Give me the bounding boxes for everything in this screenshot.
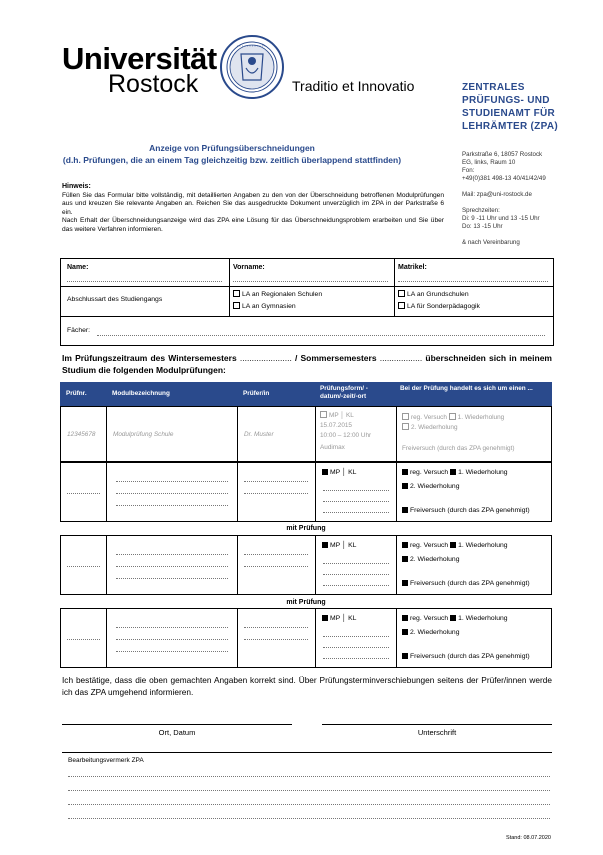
period-statement: Im Prüfungszeitraum des Wintersemesters ...................... / Sommersemesters .................. überschneiden sich in meinem Studium die folgenden Modulprüfungen: <box>62 353 552 375</box>
ort-field[interactable] <box>323 658 389 659</box>
table-header <box>60 382 552 406</box>
checkbox-icon <box>233 302 240 309</box>
example-pruefer: Dr. Muster <box>244 431 274 438</box>
version-date: Stand: 08.07.2020 <box>506 835 551 841</box>
example-pruefnr: 12345678 <box>67 431 96 438</box>
example-modul: Modulprüfung Schule <box>113 431 174 438</box>
table-row-example <box>60 406 552 462</box>
la-sonder-checkbox[interactable]: LA für Sonderpädagogik <box>398 302 480 310</box>
versuch-checkbox[interactable]: reg. Versuch 1. Wiederholung <box>402 542 508 549</box>
mp-kl-checkbox[interactable]: MP │ KL <box>322 469 356 476</box>
modul-field[interactable] <box>116 554 228 555</box>
datum-field[interactable] <box>323 490 389 491</box>
matrikel-field[interactable] <box>398 281 548 282</box>
pruefer-field[interactable] <box>244 566 308 567</box>
hint-heading: Hinweis: <box>62 183 91 190</box>
wiederholung2-checkbox[interactable]: 2. Wiederholung <box>402 483 460 490</box>
university-seal-icon <box>219 34 285 100</box>
personal-data-box <box>60 258 554 346</box>
mp-kl-checkbox[interactable]: MP │ KL <box>322 615 356 622</box>
versuch-checkbox[interactable]: reg. Versuch 1. Wiederholung <box>402 469 508 476</box>
faecher-label: Fächer: <box>67 327 91 334</box>
vermerk-line <box>68 776 550 777</box>
frei-checkbox[interactable]: Freiversuch (durch das ZPA genehmigt) <box>402 580 530 587</box>
modul-field[interactable] <box>116 505 228 506</box>
checkbox-icon <box>398 302 405 309</box>
header-versuch: Bei der Prüfung handelt es sich um einen ... <box>400 385 533 392</box>
datum-field[interactable] <box>323 563 389 564</box>
ort-field[interactable] <box>323 512 389 513</box>
vermerk-line <box>68 790 550 791</box>
signature-line[interactable] <box>322 724 552 725</box>
ort-datum-label: Ort, Datum <box>158 728 196 737</box>
header-modul: Modulbezeichnung <box>112 390 170 397</box>
name-field[interactable] <box>67 281 222 282</box>
mit-pruefung-label: mit Prüfung <box>286 599 326 606</box>
hint-text: Füllen Sie das Formular bitte vollständig, mit detaillierten Angaben zu den von der Überschneidung betroffenen Modulprüfungen aus und kreuzen Sie relevante Angaben an. Reichen Sie das ausgedruckte Dokument unverzüglich im ZPA in der Parkstraße 6 ein. <box>62 191 444 216</box>
header-form: Prüfungsform/ -datum/-zeit/-ort <box>320 385 368 400</box>
pruefer-field[interactable] <box>244 481 308 482</box>
header-pruefer: Prüfer/in <box>243 390 270 397</box>
vermerk-line <box>68 818 550 819</box>
winter-semester-field[interactable]: ...................... <box>239 353 292 363</box>
pruefnr-field[interactable] <box>67 493 100 494</box>
ort-datum-line[interactable] <box>62 724 292 725</box>
wiederholung2-checkbox[interactable]: 2. Wiederholung <box>402 629 460 636</box>
pruefer-field[interactable] <box>244 639 308 640</box>
zeit-field[interactable] <box>323 574 389 575</box>
modul-field[interactable] <box>116 493 228 494</box>
motto: Traditio et Innovatio <box>292 78 415 94</box>
pruefnr-field[interactable] <box>67 566 100 567</box>
vorname-label: Vorname: <box>233 264 265 271</box>
form-subtitle: (d.h. Prüfungen, die an einem Tag gleichzeitig bzw. zeitlich überlappend stattfinden) <box>62 155 402 165</box>
office-address: Parkstraße 6, 18057 Rostock EG, links, Raum 10 Fon: +49(0)381 498-13 40/41/42/49 Mail: zpa@uni-rostock.de Sprechzeiten: Di: 9 -11 Uhr und 13 -15 Uhr Do: 13 -15 Uhr & nach Vereinbarung <box>462 151 546 246</box>
form-title: Anzeige von Prüfungsüberschneidungen <box>149 143 315 153</box>
logo-university: Universität <box>62 41 217 76</box>
checkbox-icon <box>233 290 240 297</box>
pruefer-field[interactable] <box>244 493 308 494</box>
modul-field[interactable] <box>116 566 228 567</box>
versuch-checkbox[interactable]: reg. Versuch 1. Wiederholung <box>402 615 508 622</box>
la-grundschulen-checkbox[interactable]: LA an Grundschulen <box>398 290 469 298</box>
signature-label: Unterschrift <box>417 728 457 737</box>
faecher-field[interactable] <box>97 335 545 336</box>
vermerk-line <box>68 804 550 805</box>
mit-pruefung-label: mit Prüfung <box>286 525 326 532</box>
wiederholung2-checkbox[interactable]: 2. Wiederholung <box>402 556 460 563</box>
zeit-field[interactable] <box>323 501 389 502</box>
summer-semester-field[interactable]: .................. <box>379 353 423 363</box>
la-regional-checkbox[interactable]: LA an Regionalen Schulen <box>233 290 322 298</box>
header-pruefnr: Prüfnr. <box>66 390 87 397</box>
example-wiederholung2: 2. Wiederholung <box>402 423 458 431</box>
modul-field[interactable] <box>116 627 228 628</box>
table-row <box>60 535 552 595</box>
example-date: 15.07.2015 <box>320 422 352 429</box>
ort-field[interactable] <box>323 585 389 586</box>
la-gymnasien-checkbox[interactable]: LA an Gymnasien <box>233 302 296 310</box>
abschluss-label: Abschlussart des Studiengangs <box>67 296 163 303</box>
modul-field[interactable] <box>116 481 228 482</box>
pruefer-field[interactable] <box>244 627 308 628</box>
matrikel-label: Matrikel: <box>398 264 427 271</box>
divider <box>62 752 552 753</box>
pruefnr-field[interactable] <box>67 639 100 640</box>
modul-field[interactable] <box>116 578 228 579</box>
modul-field[interactable] <box>116 639 228 640</box>
example-frei: Freiversuch (durch das ZPA genehmigt) <box>402 445 515 452</box>
example-form: MP │ KL <box>320 411 354 419</box>
table-row <box>60 608 552 668</box>
hint-block <box>62 183 444 234</box>
confirmation-text: Ich bestätige, dass die oben gemachten Angaben korrekt sind. Über Prüfungsterminverschiebungen seitens der Prüfer/innen werde ich das ZPA umgehend informieren. <box>62 675 552 697</box>
vermerk-label: Bearbeitungsvermerk ZPA <box>68 757 144 764</box>
mp-kl-checkbox[interactable]: MP │ KL <box>322 542 356 549</box>
datum-field[interactable] <box>323 636 389 637</box>
office-name: ZENTRALES PRÜFUNGS- UND STUDIENAMT FÜR LEHRÄMTER (ZPA) <box>462 82 558 132</box>
vorname-field[interactable] <box>233 281 388 282</box>
table-row <box>60 462 552 522</box>
modul-field[interactable] <box>116 651 228 652</box>
pruefer-field[interactable] <box>244 554 308 555</box>
name-label: Name: <box>67 264 89 271</box>
logo-rostock: Rostock <box>108 70 199 98</box>
hint-text-2: Nach Erhalt der Überschneidungsanzeige wird das ZPA eine Lösung für das Überschneidungsproblem erarbeiten und Sie über das weitere Verfahren informieren. <box>62 217 444 233</box>
example-time: 10:00 – 12:00 Uhr <box>320 432 372 439</box>
example-ort: Audimax <box>320 444 345 451</box>
zeit-field[interactable] <box>323 647 389 648</box>
checkbox-icon <box>398 290 405 297</box>
example-versuch: reg. Versuch 1. Wiederholung <box>402 413 504 421</box>
frei-checkbox[interactable]: Freiversuch (durch das ZPA genehmigt) <box>402 507 530 514</box>
frei-checkbox[interactable]: Freiversuch (durch das ZPA genehmigt) <box>402 653 530 660</box>
